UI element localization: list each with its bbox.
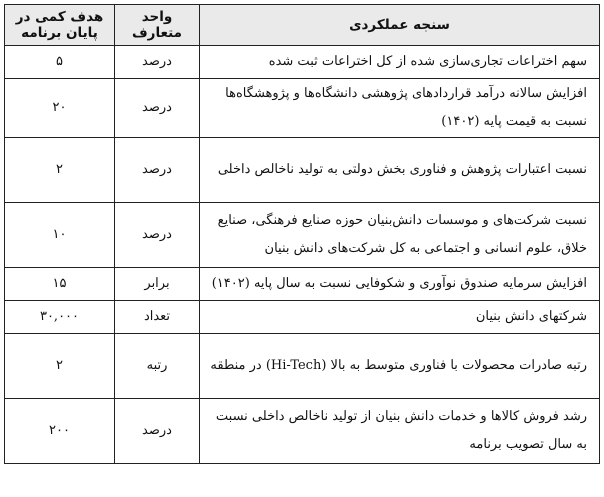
target-cell: ۱۵ [5,268,115,301]
table-header [5,5,600,46]
table-row [5,399,600,464]
target-cell: ۵ [5,46,115,79]
indicator-cell: نسبت اعتبارات پژوهش و فناوری بخش دولتی به تولید ناخالص داخلی [200,138,600,203]
document-page [4,4,599,464]
indicator-cell: سهم اختراعات تجاری‌سازی شده از کل اختراعات ثبت شده [200,46,600,79]
indicator-cell: شرکتهای دانش بنیان [200,301,600,334]
table-row [5,203,600,268]
indicator-cell: رتبه صادرات محصولات با فناوری متوسط به بالا (Hi-Tech) در منطقه [200,334,600,399]
target-cell: ۲۰ [5,79,115,138]
indicator-cell: نسبت شرکت‌های و موسسات دانش‌بنیان حوزه صنایع فرهنگی، صنایع خلاق، علوم انسانی و اجتماعی به کل شرکت‌های دانش بنیان [200,203,600,268]
table-row [5,301,600,334]
target-cell: ۱۰ [5,203,115,268]
target-cell: ۳۰,۰۰۰ [5,301,115,334]
table-body [5,46,600,464]
table-row [5,79,600,138]
indicator-cell: رشد فروش کالاها و خدمات دانش بنیان از تولید ناخالص داخلی نسبت به سال تصویب برنامه [200,399,600,464]
unit-cell: درصد [115,138,200,203]
target-cell: ۲۰۰ [5,399,115,464]
unit-cell: درصد [115,399,200,464]
table-row [5,138,600,203]
header-row [5,5,600,46]
indicator-cell: افزایش سرمایه صندوق نوآوری و شکوفایی نسبت به سال پایه (۱۴۰۲) [200,268,600,301]
unit-cell: درصد [115,46,200,79]
header-indicator: سنجه عملکردی [200,5,600,46]
performance-indicators-table [4,4,600,464]
unit-cell: رتبه [115,334,200,399]
target-cell: ۲ [5,138,115,203]
target-cell: ۲ [5,334,115,399]
indicator-cell: افزایش سالانه درآمد قراردادهای پژوهشی دانشگاه‌ها و پژوهشگاه‌ها نسبت به قیمت پایه (۱۴۰۲) [200,79,600,138]
table-row [5,46,600,79]
unit-cell: برابر [115,268,200,301]
unit-cell: درصد [115,79,200,138]
table-row [5,334,600,399]
header-unit: واحد متعارف [115,5,200,46]
unit-cell: درصد [115,203,200,268]
unit-cell: تعداد [115,301,200,334]
header-target: هدف کمی در پایان برنامه [5,5,115,46]
table-row [5,268,600,301]
